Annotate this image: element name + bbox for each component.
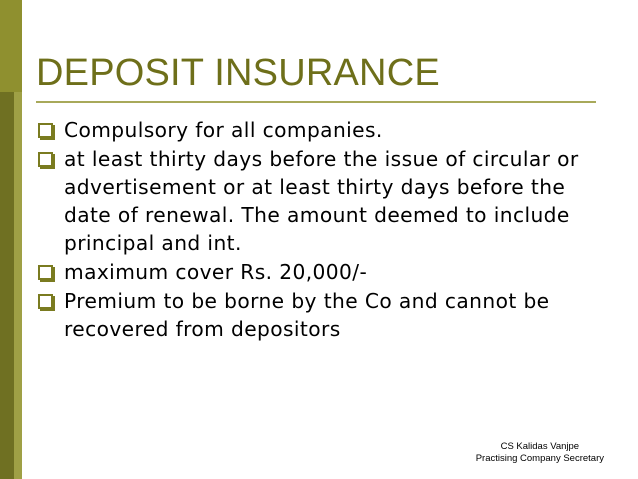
presenter-name: CS Kalidas Vanjpe bbox=[500, 441, 580, 452]
presenter-designation: Practising Company Secretary bbox=[475, 453, 604, 464]
bullet-text: Compulsory for all companies. bbox=[64, 118, 383, 142]
slide-title: DEPOSIT INSURANCE bbox=[36, 52, 440, 94]
bullet-item bbox=[36, 287, 554, 343]
square-bullet-icon bbox=[38, 123, 53, 138]
bullet-item bbox=[36, 116, 596, 144]
square-bullet-icon bbox=[38, 152, 53, 167]
bullet-text: at least thirty days before the issue of circular or advertisement or at least thirty days before the date of renewal. The amount deemed to include principal and int. bbox=[64, 147, 579, 255]
square-bullet-icon bbox=[38, 265, 53, 280]
bullet-item bbox=[36, 145, 589, 257]
bullet-list bbox=[36, 116, 596, 343]
title-band-decoration bbox=[0, 0, 22, 92]
bullet-item bbox=[36, 258, 596, 286]
bullet-text: maximum cover Rs. 20,000/- bbox=[64, 260, 368, 284]
title-underline-rule bbox=[36, 101, 596, 103]
bullet-text: Premium to be borne by the Co and cannot be recovered from depositors bbox=[64, 289, 550, 341]
presenter-footer bbox=[476, 441, 604, 465]
square-bullet-icon bbox=[38, 294, 53, 309]
